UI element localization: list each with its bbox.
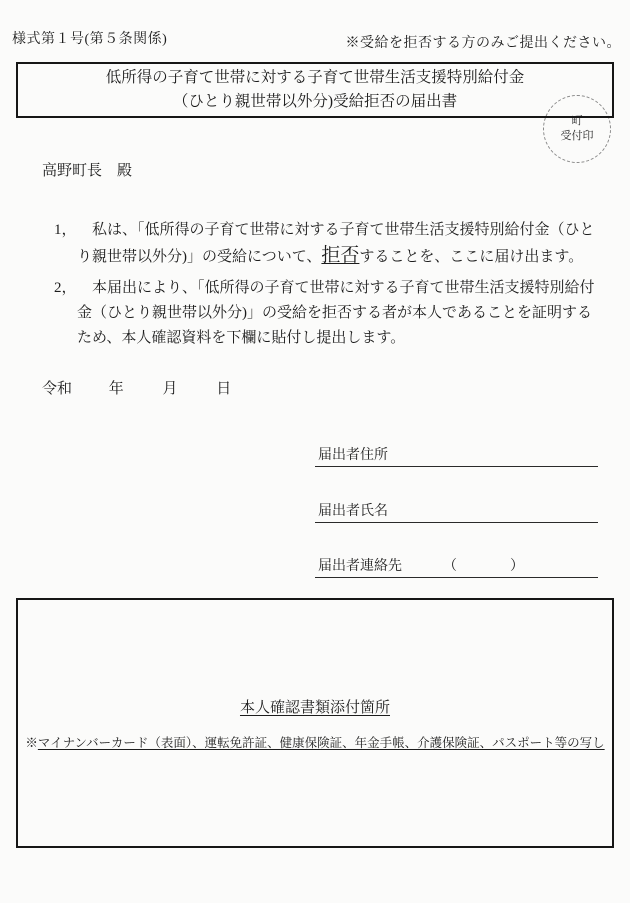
paragraph-1-text-after: することを、ここに届け出ます。 (359, 249, 584, 265)
addressee-line: 高野町長 殿 (42, 163, 133, 179)
field-applicant-address (315, 444, 598, 467)
applicant-address-label: 届出者住所 (318, 448, 388, 463)
attachment-note-text: マイナンバーカード（表面）、運転免許証、健康保険証、年金手帳、介護保険証、パスポート等の写し (37, 736, 605, 750)
paragraph-2-number: 2， (54, 280, 77, 296)
year-label: 年 (108, 381, 124, 397)
month-label: 月 (162, 381, 178, 397)
id-document-attachment-box (16, 598, 614, 848)
submit-condition-note: ※受給を拒否する方のみご提出ください。 (345, 36, 621, 51)
paragraph-2-text: 本届出により、「低所得の子育て世帯に対する子育て世帯生活支援特別給付金（ひとり親世帯以外分)」の受給を拒否する者が本人であることを証明するため、本人確認資料を下欄に貼付し提出します。 (77, 280, 595, 346)
document-title-line1: 低所得の子育て世帯に対する子育て世帯生活支援特別給付金 (105, 69, 525, 86)
refusal-emphasis: 拒否 (321, 245, 360, 266)
day-label: 日 (216, 381, 232, 397)
date-line (42, 377, 231, 398)
paragraph-1-number: 1， (54, 222, 77, 238)
applicant-contact-label: 届出者連絡先 (318, 559, 402, 574)
applicant-name-label: 届出者氏名 (318, 504, 388, 519)
paragraph-2 (54, 276, 602, 351)
attachment-note (18, 733, 612, 751)
form-number-label: 様式第１号(第５条関係) (12, 32, 168, 47)
attachment-heading: 本人確認書類添付箇所 (239, 700, 390, 716)
stamp-receipt-label: 受付印 (560, 130, 594, 142)
document-title-box (16, 62, 614, 118)
field-applicant-name (315, 500, 598, 523)
paragraph-1-text-before: 私は、「低所得の子育て世帯に対する子育て世帯生活支援特別給付金（ひとり親世帯以外分)」の受給について、 (77, 222, 595, 265)
declaration-paragraphs (54, 218, 602, 351)
field-applicant-contact (315, 555, 598, 578)
attachment-note-marker: ※ (25, 736, 38, 750)
stamp-town-label: 町 (571, 115, 583, 127)
contact-paren-close: ） (510, 559, 524, 574)
era-label: 令和 (42, 381, 73, 397)
paragraph-1 (54, 218, 602, 270)
document-title-line2: （ひとり親世帯以外分)受給拒否の届出書 (172, 93, 458, 110)
contact-paren-open: （ (443, 559, 457, 574)
